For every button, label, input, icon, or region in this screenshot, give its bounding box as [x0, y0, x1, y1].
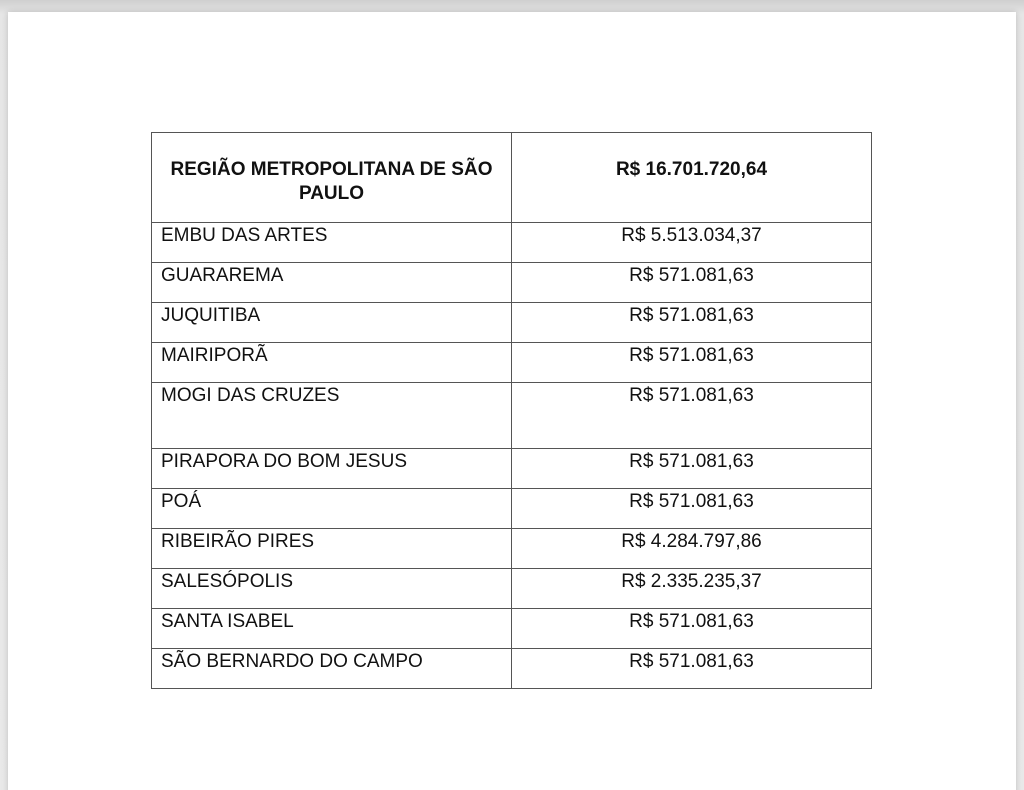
municipality-name: SANTA ISABEL: [161, 611, 294, 632]
municipality-name: GUARAREMA: [161, 265, 284, 286]
municipality-name: MAIRIPORÃ: [161, 345, 268, 366]
municipality-cell: [152, 449, 512, 489]
municipality-funding-table: [151, 132, 872, 689]
municipality-name: SÃO BERNARDO DO CAMPO: [161, 651, 423, 672]
municipality-cell: [152, 569, 512, 609]
amount-value: R$ 5.513.034,37: [621, 225, 762, 246]
amount-value: R$ 2.335.235,37: [621, 571, 762, 592]
amount-value: R$ 4.284.797,86: [621, 531, 762, 552]
municipality-name: SALESÓPOLIS: [161, 571, 294, 592]
amount-cell: [512, 609, 872, 649]
municipality-cell: [152, 223, 512, 263]
municipality-cell: [152, 303, 512, 343]
header-region-label: REGIÃO METROPOLITANA DE SÃO PAULO: [170, 159, 493, 204]
municipality-name: MOGI DAS CRUZES: [161, 385, 340, 406]
amount-cell: [512, 223, 872, 263]
amount-value: R$ 571.081,63: [629, 305, 754, 326]
table-row: [152, 383, 872, 449]
table-row: [152, 223, 872, 263]
table-row: [152, 263, 872, 303]
amount-cell: [512, 383, 872, 449]
amount-value: R$ 571.081,63: [629, 611, 754, 632]
header-region-cell: [152, 133, 512, 223]
table-row: [152, 303, 872, 343]
amount-cell: [512, 529, 872, 569]
municipality-cell: [152, 649, 512, 689]
table-row: [152, 449, 872, 489]
municipality-name: POÁ: [161, 491, 202, 512]
amount-cell: [512, 303, 872, 343]
amount-cell: [512, 489, 872, 529]
municipality-cell: [152, 529, 512, 569]
header-total-cell: [512, 133, 872, 223]
table-row: [152, 529, 872, 569]
municipality-cell: [152, 489, 512, 529]
amount-cell: [512, 649, 872, 689]
municipality-name: EMBU DAS ARTES: [161, 225, 328, 246]
municipality-cell: [152, 263, 512, 303]
amount-value: R$ 571.081,63: [629, 491, 754, 512]
amount-cell: [512, 569, 872, 609]
amount-cell: [512, 343, 872, 383]
table-row: [152, 489, 872, 529]
amount-value: R$ 571.081,63: [629, 451, 754, 472]
table-header-row: [152, 133, 872, 223]
municipality-cell: [152, 343, 512, 383]
municipality-cell: [152, 609, 512, 649]
amount-value: R$ 571.081,63: [629, 385, 754, 406]
municipality-cell: [152, 383, 512, 449]
amount-value: R$ 571.081,63: [629, 345, 754, 366]
amount-value: R$ 571.081,63: [629, 651, 754, 672]
amount-cell: [512, 263, 872, 303]
municipality-name: JUQUITIBA: [161, 305, 261, 326]
table-row: [152, 609, 872, 649]
municipality-name: PIRAPORA DO BOM JESUS: [161, 451, 407, 472]
table-row: [152, 649, 872, 689]
header-total-value: R$ 16.701.720,64: [615, 159, 768, 180]
municipality-name: RIBEIRÃO PIRES: [161, 531, 315, 552]
amount-cell: [512, 449, 872, 489]
table-row: [152, 569, 872, 609]
table-row: [152, 343, 872, 383]
document-page: [8, 12, 1016, 790]
amount-value: R$ 571.081,63: [629, 265, 754, 286]
